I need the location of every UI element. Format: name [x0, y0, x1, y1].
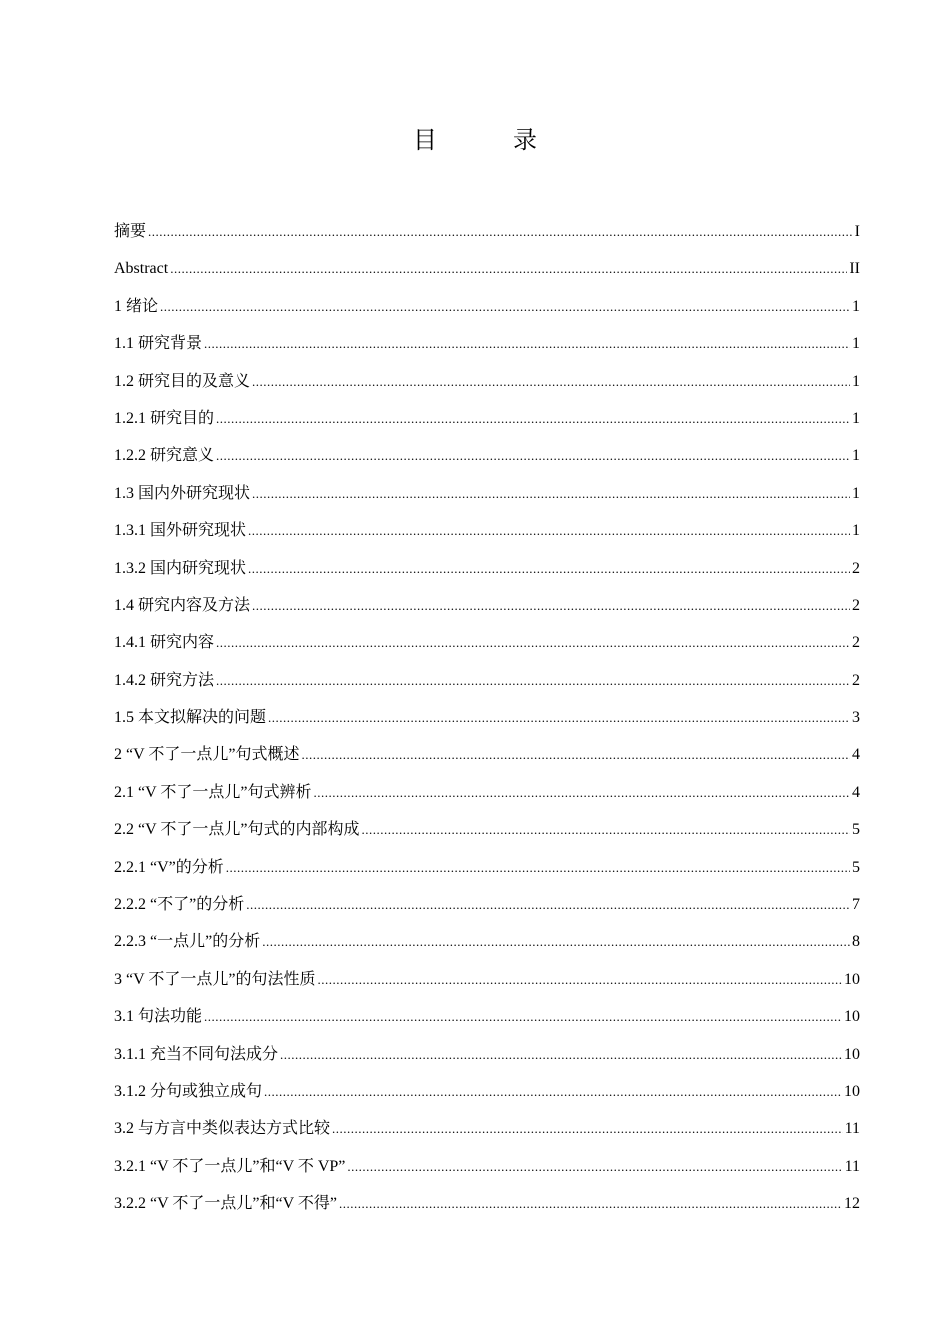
toc-entry[interactable]: [114, 363, 860, 400]
toc-entry-page-number: 1: [852, 409, 860, 427]
toc-leader-dots: [317, 961, 842, 998]
toc-entry[interactable]: [114, 587, 860, 624]
toc-leader-dots: [148, 213, 853, 250]
toc-entry-page-number: 10: [844, 1082, 860, 1100]
toc-leader-dots: [160, 288, 850, 325]
toc-entry-page-number: 2: [852, 634, 860, 652]
toc-entry-label: 1.5 本文拟解决的问题: [114, 709, 267, 727]
toc-entry-page-number: 2: [852, 596, 860, 614]
toc-entry[interactable]: [114, 1110, 860, 1147]
toc-entry-label: 1.4 研究内容及方法: [114, 596, 251, 614]
toc-entry-page-number: 11: [844, 1157, 860, 1175]
toc-entry[interactable]: [114, 624, 860, 661]
toc-entry-label: 1.2 研究目的及意义: [114, 372, 251, 390]
toc-leader-dots: [170, 250, 847, 287]
toc-entry-page-number: 10: [844, 970, 860, 988]
toc-entry-label: 3.1.1 充当不同句法成分: [114, 1045, 279, 1063]
toc-entry-page-number: I: [854, 223, 860, 240]
toc-entry[interactable]: [114, 811, 860, 848]
toc-entry[interactable]: [114, 1073, 860, 1110]
toc-leader-dots: [248, 512, 850, 549]
toc-leader-dots: [332, 1110, 843, 1147]
toc-leader-dots: [246, 886, 850, 923]
toc-entry-page-number: 7: [852, 896, 860, 914]
toc-entry-page-number: II: [849, 260, 860, 278]
toc-entry[interactable]: [114, 886, 860, 923]
table-of-contents: [114, 213, 860, 1223]
toc-entry[interactable]: [114, 923, 860, 960]
page-title: 目 录: [413, 126, 563, 154]
toc-entry-page-number: 12: [844, 1195, 860, 1213]
toc-leader-dots: [226, 849, 850, 886]
toc-leader-dots: [216, 662, 850, 699]
toc-entry[interactable]: [114, 250, 860, 287]
toc-entry-label: 1.1 研究背景: [114, 335, 203, 353]
toc-entry[interactable]: [114, 213, 860, 250]
toc-entry-page-number: 5: [852, 821, 860, 839]
toc-entry-page-number: 8: [852, 933, 860, 951]
toc-leader-dots: [216, 437, 850, 474]
toc-entry-label: 2.2.3 “一点儿”的分析: [114, 933, 261, 951]
toc-entry[interactable]: [114, 512, 860, 549]
toc-entry-label: 2.1 “V 不了一点儿”句式辨析: [114, 783, 312, 801]
toc-entry-label: 3.2.2 “V 不了一点儿”和“V 不得”: [114, 1195, 337, 1213]
toc-leader-dots: [264, 1073, 842, 1110]
toc-leader-dots: [361, 811, 850, 848]
toc-entry-page-number: 1: [852, 335, 860, 353]
toc-entry[interactable]: [114, 550, 860, 587]
toc-entry-page-number: 1: [852, 297, 860, 315]
toc-leader-dots: [262, 923, 850, 960]
toc-entry-label: Abstract: [114, 260, 169, 278]
toc-entry-label: 1.4.1 研究内容: [114, 634, 215, 652]
toc-leader-dots: [252, 587, 850, 624]
toc-leader-dots: [301, 736, 850, 773]
toc-entry-page-number: 2: [852, 671, 860, 689]
toc-entry-page-number: 3: [852, 709, 860, 727]
toc-entry[interactable]: [114, 774, 860, 811]
toc-entry-page-number: 2: [852, 559, 860, 577]
toc-leader-dots: [252, 475, 850, 512]
toc-leader-dots: [252, 363, 850, 400]
toc-leader-dots: [248, 550, 850, 587]
toc-entry[interactable]: [114, 1036, 860, 1073]
toc-entry-page-number: 10: [844, 1008, 860, 1026]
toc-entry-label: 3.2.1 “V 不了一点儿”和“V 不 VP”: [114, 1157, 346, 1175]
toc-leader-dots: [216, 400, 850, 437]
toc-leader-dots: [280, 1036, 842, 1073]
toc-entry-label: 2.2.2 “不了”的分析: [114, 896, 245, 914]
toc-entry[interactable]: [114, 1185, 860, 1222]
toc-entry[interactable]: [114, 961, 860, 998]
toc-entry[interactable]: [114, 437, 860, 474]
toc-entry-label: 1.2.2 研究意义: [114, 447, 215, 465]
toc-entry-page-number: 1: [852, 522, 860, 540]
toc-leader-dots: [339, 1185, 842, 1222]
toc-entry[interactable]: [114, 699, 860, 736]
toc-entry-label: 1 绪论: [114, 297, 159, 315]
toc-entry-label: 1.3.2 国内研究现状: [114, 559, 247, 577]
toc-entry[interactable]: [114, 400, 860, 437]
toc-leader-dots: [216, 624, 850, 661]
toc-entry[interactable]: [114, 1148, 860, 1185]
toc-entry-label: 3.2 与方言中类似表达方式比较: [114, 1120, 331, 1138]
toc-entry[interactable]: [114, 998, 860, 1035]
toc-leader-dots: [347, 1148, 842, 1185]
toc-leader-dots: [268, 699, 850, 736]
toc-entry-label: 2.2.1 “V”的分析: [114, 858, 224, 876]
toc-leader-dots: [204, 998, 842, 1035]
toc-entry[interactable]: [114, 849, 860, 886]
toc-entry-label: 3.1 句法功能: [114, 1008, 203, 1026]
toc-entry-label: 3.1.2 分句或独立成句: [114, 1082, 263, 1100]
toc-entry-page-number: 4: [852, 746, 860, 764]
toc-entry-label: 1.3 国内外研究现状: [114, 484, 251, 502]
toc-entry-page-number: 5: [852, 858, 860, 876]
toc-entry-label: 摘要: [114, 223, 147, 240]
toc-entry-label: 1.3.1 国外研究现状: [114, 522, 247, 540]
toc-leader-dots: [204, 325, 850, 362]
toc-entry-label: 2.2 “V 不了一点儿”句式的内部构成: [114, 821, 360, 839]
toc-entry-page-number: 11: [844, 1120, 860, 1138]
toc-entry[interactable]: [114, 475, 860, 512]
toc-entry-label: 3 “V 不了一点儿”的句法性质: [114, 970, 316, 988]
toc-entry-label: 1.2.1 研究目的: [114, 409, 215, 427]
toc-entry-label: 2 “V 不了一点儿”句式概述: [114, 746, 300, 764]
toc-leader-dots: [313, 774, 850, 811]
toc-entry[interactable]: [114, 325, 860, 362]
toc-entry-page-number: 1: [852, 484, 860, 502]
toc-entry-page-number: 4: [852, 783, 860, 801]
toc-entry[interactable]: [114, 736, 860, 773]
toc-entry-label: 1.4.2 研究方法: [114, 671, 215, 689]
toc-entry-page-number: 1: [852, 372, 860, 390]
toc-entry[interactable]: [114, 288, 860, 325]
toc-entry-page-number: 10: [844, 1045, 860, 1063]
toc-entry-page-number: 1: [852, 447, 860, 465]
toc-entry[interactable]: [114, 662, 860, 699]
